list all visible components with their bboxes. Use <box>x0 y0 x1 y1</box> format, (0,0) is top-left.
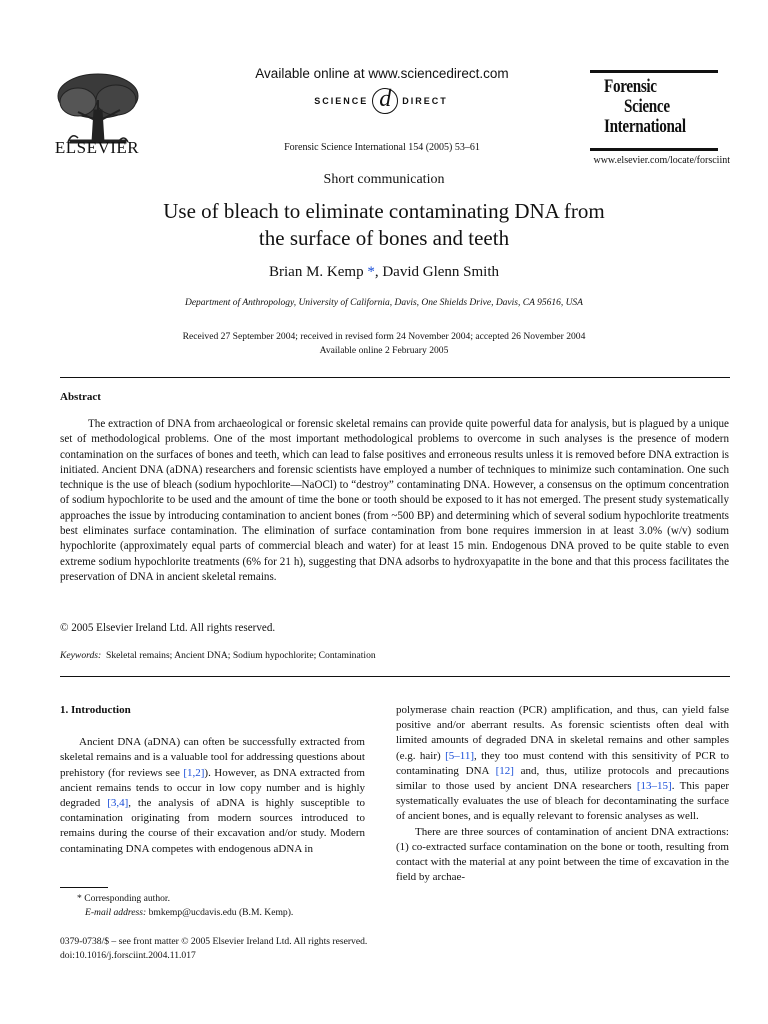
article-title <box>80 198 688 252</box>
ref-link-12[interactable]: [12] <box>495 764 514 777</box>
keywords-label: Keywords: <box>60 650 102 661</box>
divider-bottom <box>60 676 730 677</box>
author-smith: , David Glenn Smith <box>374 264 499 280</box>
ref-link-5-11[interactable]: [5–11] <box>445 749 475 762</box>
publisher-name: ELSEVIER <box>54 138 140 157</box>
text-run: ). However, as DNA extracted from ancient remains tends to occur in low copy number and is highly degraded <box>60 766 365 810</box>
text-run: and, thus, utilize protocols and precautions similar to those used by ancient DNA researchers <box>396 764 730 793</box>
footnote-corresponding: * Corresponding author. <box>77 893 170 904</box>
title-line1: Use of bleach to eliminate contaminating DNA from <box>163 199 605 223</box>
email-value[interactable]: bmkemp@ucdavis.edu (B.M. Kemp). <box>146 907 294 918</box>
footnote-divider <box>60 887 108 888</box>
issn-line: 0379-0738/$ – see front matter © 2005 Elsevier Ireland Ltd. All rights reserved. <box>60 936 368 947</box>
received-dates: Received 27 September 2004; received in revised form 24 November 2004; accepted 26 November 2004 <box>182 331 586 342</box>
email-label: E-mail address: <box>85 907 147 918</box>
footnote-email <box>60 906 365 920</box>
text-run: . This paper systematically evaluates the use of bleach for decontaminating the surface of ancient bones, and is equally relevant to forensic analyses as well. <box>396 780 729 823</box>
text-run: , they too must contend with this sensitivity of PCR to contaminating DNA <box>396 749 729 777</box>
right-column <box>396 703 729 885</box>
title-line2: the surface of bones and teeth <box>258 226 510 250</box>
keywords <box>60 650 730 661</box>
text-run: Ancient DNA (aDNA) can often be successfully extracted from skeletal remains and is a valuable tool for addressing questions about prehistory (for reviews see <box>60 736 365 779</box>
journal-logo-line2: Science <box>624 97 670 117</box>
affiliation: Department of Anthropology, University of California, Davis, One Shields Drive, Davis, CA 95616, USA <box>184 298 583 308</box>
journal-url[interactable]: www.elsevier.com/locate/forsciint <box>593 155 730 166</box>
section-heading-introduction: 1. Introduction <box>60 704 131 716</box>
keywords-list: Skeletal remains; Ancient DNA; Sodium hypochlorite; Contamination <box>106 650 376 661</box>
corresponding-author-link[interactable]: * <box>367 264 375 280</box>
ref-link-3-4[interactable]: [3,4] <box>107 797 129 810</box>
doi-line[interactable]: doi:10.1016/j.forsciint.2004.11.017 <box>60 950 196 961</box>
text-run: , the analysis of aDNA is highly susceptible to contamination originating from modern sources introduced to remains during the course of their excavation and/or study. Modern contaminating DNA competes with endogenous aDNA in <box>60 797 366 855</box>
abstract-body <box>60 417 729 585</box>
sciencedirect-d-icon <box>372 88 398 114</box>
ref-link-1-2[interactable]: [1,2] <box>183 766 205 779</box>
available-online-text: Available online at www.sciencedirect.com <box>255 66 509 81</box>
article-type: Short communication <box>323 172 445 187</box>
article-dates <box>80 330 688 358</box>
author-list <box>0 264 768 281</box>
ref-link-13-15[interactable]: [13–15] <box>636 780 672 793</box>
journal-logo-line3: International <box>604 117 686 137</box>
divider-top <box>60 377 730 378</box>
footnote <box>60 892 365 920</box>
intro-paragraph-1-cont <box>396 703 729 825</box>
author-kemp: Brian M. Kemp <box>269 264 364 280</box>
intro-paragraph-2: There are three sources of contamination of ancient DNA extractions: (1) co-extracted surface contamination on the bone or tooth, resulting from contact with the material at any point between the time of excavation in the field by archae- <box>396 825 729 884</box>
sciencedirect-logo <box>276 86 486 116</box>
left-column <box>60 703 365 857</box>
abstract-copyright: © 2005 Elsevier Ireland Ltd. All rights reserved. <box>60 622 276 634</box>
abstract-heading: Abstract <box>60 391 101 403</box>
available-date: Available online 2 February 2005 <box>319 345 449 356</box>
intro-paragraph-1 <box>60 735 365 857</box>
abstract-text: The extraction of DNA from archaeological or forensic skeletal remains can provide quite powerful data for analysis, but is plagued by a unique set of methodological problems. One of the most important methodological problems to overcome in such analyses is the presence of modern contamination on the surfaces of bones and teeth, which can lead to false positives and erroneous results unless it is removed before DNA extraction is initiated. Ancient DNA (aDNA) researchers and forensic scientists have employed a number of techniques to minimize such contamination. One such technique is the use of bleach (sodium hypochlorite—NaOCl) to “destroy” contaminating DNA. However, a consensus on the optimum concentration of sodium hypochlorite to be used and the amount of time the bone or tooth should be exposed to it has not emerged. The present study systematically approaches the issue by introducing contamination to ancient bones (from ~500 BP) and determining which of several sodium hypochlorite treatments best eliminates surface contamination. The elimination of surface contamination from bone requires immersion in at least 3.0% (w/v) sodium hypochlorite (approximately equal parts of commercial bleach and water) for at least 15 min. Endogenous DNA proved to be quite stable to even extreme sodium hypochlorite treatments (6% for 21 h), suggesting that DNA adsorbs to hydroxyapatite in the bone and that this process facilitates the preservation of DNA in ancient skeletal remains. <box>60 418 729 583</box>
bottom-info <box>60 935 560 963</box>
text-run: polymerase chain reaction (PCR) amplification, and thus, can yield false positive and/or aberrant results. As forensic scientists often deal with limited amounts of degraded DNA in skeletal remains and other samples (e.g. hair) <box>396 704 729 762</box>
sciencedirect-left: SCIENCE <box>314 96 369 106</box>
journal-citation: Forensic Science International 154 (2005) 53–61 <box>284 142 480 153</box>
journal-logo <box>590 70 718 151</box>
sciencedirect-right: DIRECT <box>402 96 448 106</box>
journal-logo-line1: Forensic <box>604 77 657 97</box>
